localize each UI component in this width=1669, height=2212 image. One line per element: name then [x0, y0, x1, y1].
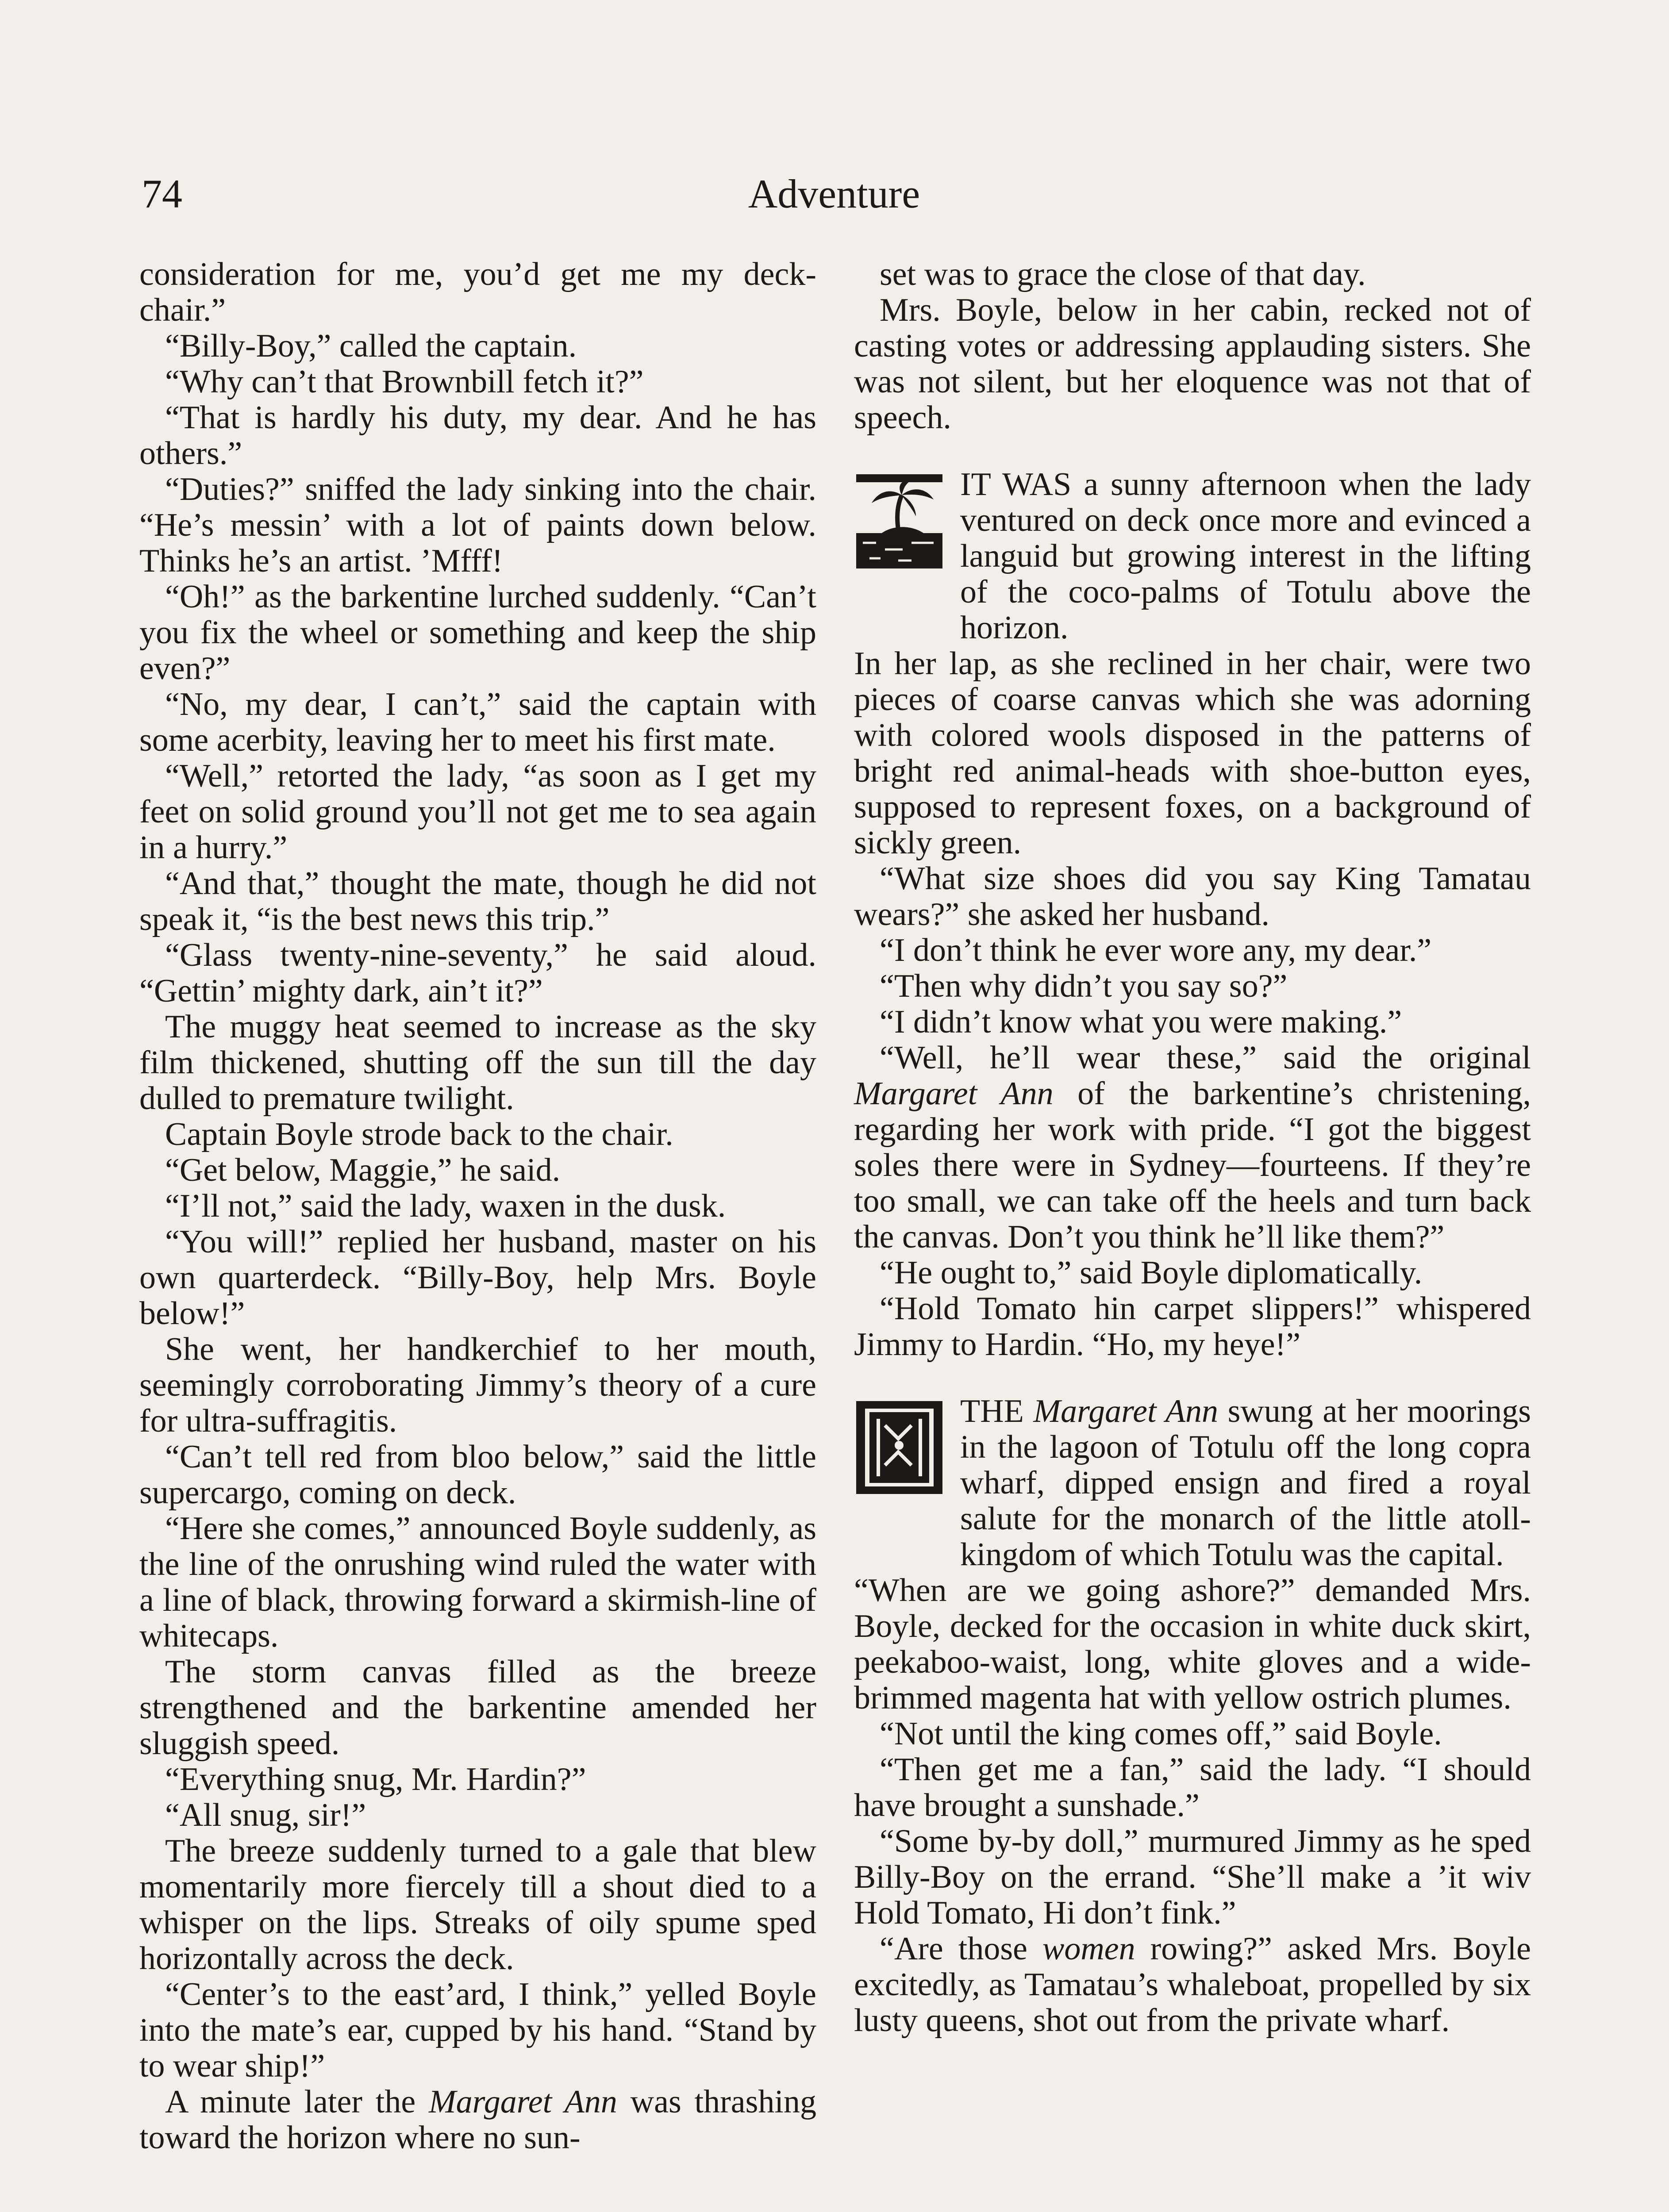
paragraph: “I’ll not,” said the lady, waxen in the dusk. — [165, 1188, 726, 1224]
paragraph: “No, my dear, I can’t,” said the captain with some acerbity, leaving her to meet his first mate. — [139, 686, 816, 758]
section-break-2 — [854, 1394, 1531, 1573]
section2-opening: THE Margaret Ann swung at her moorings in the lagoon of Totulu off the long copra wharf, dipped ensign and fired a royal salute for the monarch of the little atoll-kingdom of which Totulu was the capital. — [960, 1393, 1531, 1573]
page-header — [142, 170, 1527, 232]
right-column — [854, 257, 1531, 2039]
paragraph: Captain Boyle strode back to the chair. — [165, 1116, 673, 1152]
section2-body — [854, 1573, 1531, 2039]
tiki-ornament-icon — [854, 1399, 945, 1496]
paragraph: “Some by-by doll,” murmured Jimmy as he sped Billy-Boy on the errand. “She’ll make a ’it wiv Hold Tomato, Hi don’t fink.” — [854, 1823, 1531, 1931]
paragraph: “I don’t think he ever wore any, my dear.” — [880, 932, 1432, 968]
paragraph: “Duties?” sniffed the lady sinking into the chair. “He’s messin’ with a lot of paints down below. Thinks he’s an artist. ’Mfff! — [139, 471, 816, 579]
paragraph: In her lap, as she reclined in her chair, were two pieces of coarse canvas which she was adorning with colored wools disposed in the patterns of bright red animal-heads with shoe-button eyes, supposed to represent foxes, on a background of sickly green. — [854, 645, 1531, 861]
paragraph: A minute later the Margaret Ann was thrashing toward the horizon where no sun- — [139, 2084, 816, 2156]
paragraph: “He ought to,” said Boyle diplomatically. — [880, 1255, 1423, 1291]
paragraph: consideration for me, you’d get me my deck-chair.” — [139, 256, 816, 328]
paragraph: “Hold Tomato hin carpet slippers!” whispered Jimmy to Hardin. “Ho, my heye!” — [854, 1290, 1531, 1363]
paragraph: The muggy heat seemed to increase as the sky film thickened, shutting off the sun till the day dulled to premature twilight. — [139, 1009, 816, 1117]
paragraph: “I didn’t know what you were making.” — [880, 1004, 1402, 1040]
paragraph: “Well, he’ll wear these,” said the original Margaret Ann of the barkentine’s christening, regarding her work with pride. “I got the biggest soles there were in Sydney—fourteens. If they’re too small, we can take off the heels and turn back the canvas. Don’t you think he’ll like them?” — [854, 1040, 1531, 1255]
paragraph: set was to grace the close of that day. — [880, 256, 1366, 292]
paragraph: “Oh!” as the barkentine lurched suddenly. “Can’t you fix the wheel or something and keep the ship even?” — [139, 579, 816, 687]
paragraph: “Everything snug, Mr. Hardin?” — [165, 1761, 586, 1797]
palm-island-ornament-icon — [854, 472, 945, 569]
paragraph: “All snug, sir!” — [165, 1797, 366, 1833]
paragraph: She went, her handkerchief to her mouth, seemingly corroborating Jimmy’s theory of a cure for ultra-suffragitis. — [139, 1331, 816, 1439]
section-break-1 — [854, 467, 1531, 646]
paragraph: “Here she comes,” announced Boyle suddenly, as the line of the onrushing wind ruled the water with a line of black, throwing forward a skirmish-line of whitecaps. — [139, 1510, 816, 1654]
paragraph: “Why can’t that Brownbill fetch it?” — [165, 364, 644, 400]
paragraph: “What size shoes did you say King Tamatau wears?” she asked her husband. — [854, 860, 1531, 933]
paragraph: “Billy-Boy,” called the captain. — [165, 328, 577, 364]
paragraph: “Glass twenty-nine-seventy,” he said aloud. “Gettin’ mighty dark, ain’t it?” — [139, 937, 816, 1009]
paragraph: “Well,” retorted the lady, “as soon as I get my feet on solid ground you’ll not get me to sea again in a hurry.” — [139, 758, 816, 866]
paragraph: The breeze suddenly turned to a gale that blew momentarily more fiercely till a shout died to a whisper on the lips. Streaks of oily spume sped horizontally across the deck. — [139, 1833, 816, 1977]
paragraph: “You will!” replied her husband, master on his own quarterdeck. “Billy-Boy, help Mrs. Boyle below!” — [139, 1224, 816, 1332]
left-column — [139, 257, 816, 2156]
right-intro — [854, 257, 1531, 436]
paragraph: “That is hardly his duty, my dear. And he has others.” — [139, 399, 816, 472]
paragraph: “Then get me a fan,” said the lady. “I should have brought a sunshade.” — [854, 1751, 1531, 1824]
section1-body — [854, 646, 1531, 1363]
section1-opening: IT WAS a sunny afternoon when the lady ventured on deck once more and evinced a languid but growing interest in the lifting of the coco-palms of Totulu above the horizon. — [960, 466, 1531, 646]
paragraph: “Not until the king comes off,” said Boyle. — [880, 1716, 1442, 1752]
paragraph: “Center’s to the east’ard, I think,” yelled Boyle into the mate’s ear, cupped by his hand. “Stand by to wear ship!” — [139, 1976, 816, 2084]
paragraph: The storm canvas filled as the breeze strengthened and the barkentine amended her sluggish speed. — [139, 1654, 816, 1762]
paragraph: “Get below, Maggie,” he said. — [165, 1152, 561, 1188]
page-number: 74 — [142, 171, 182, 216]
paragraph: “When are we going ashore?” demanded Mrs. Boyle, decked for the occasion in white duck skirt, peekaboo-waist, long, white gloves and a wide-brimmed magenta hat with yellow ostrich plumes. — [854, 1572, 1531, 1716]
paragraph: “Then why didn’t you say so?” — [880, 968, 1288, 1004]
paragraph: “And that,” thought the mate, though he did not speak it, “is the best news this trip.” — [139, 865, 816, 937]
paragraph: Mrs. Boyle, below in her cabin, recked not of casting votes or addressing applauding sisters. She was not silent, but her eloquence was not that of speech. — [854, 292, 1531, 436]
paragraph: “Can’t tell red from bloo below,” said the little supercargo, coming on deck. — [139, 1439, 816, 1511]
paragraph: “Are those women rowing?” asked Mrs. Boyle excitedly, as Tamatau’s whaleboat, propelled by six lusty queens, shot out from the private wharf. — [854, 1931, 1531, 2039]
magazine-title: Adventure — [748, 171, 920, 216]
